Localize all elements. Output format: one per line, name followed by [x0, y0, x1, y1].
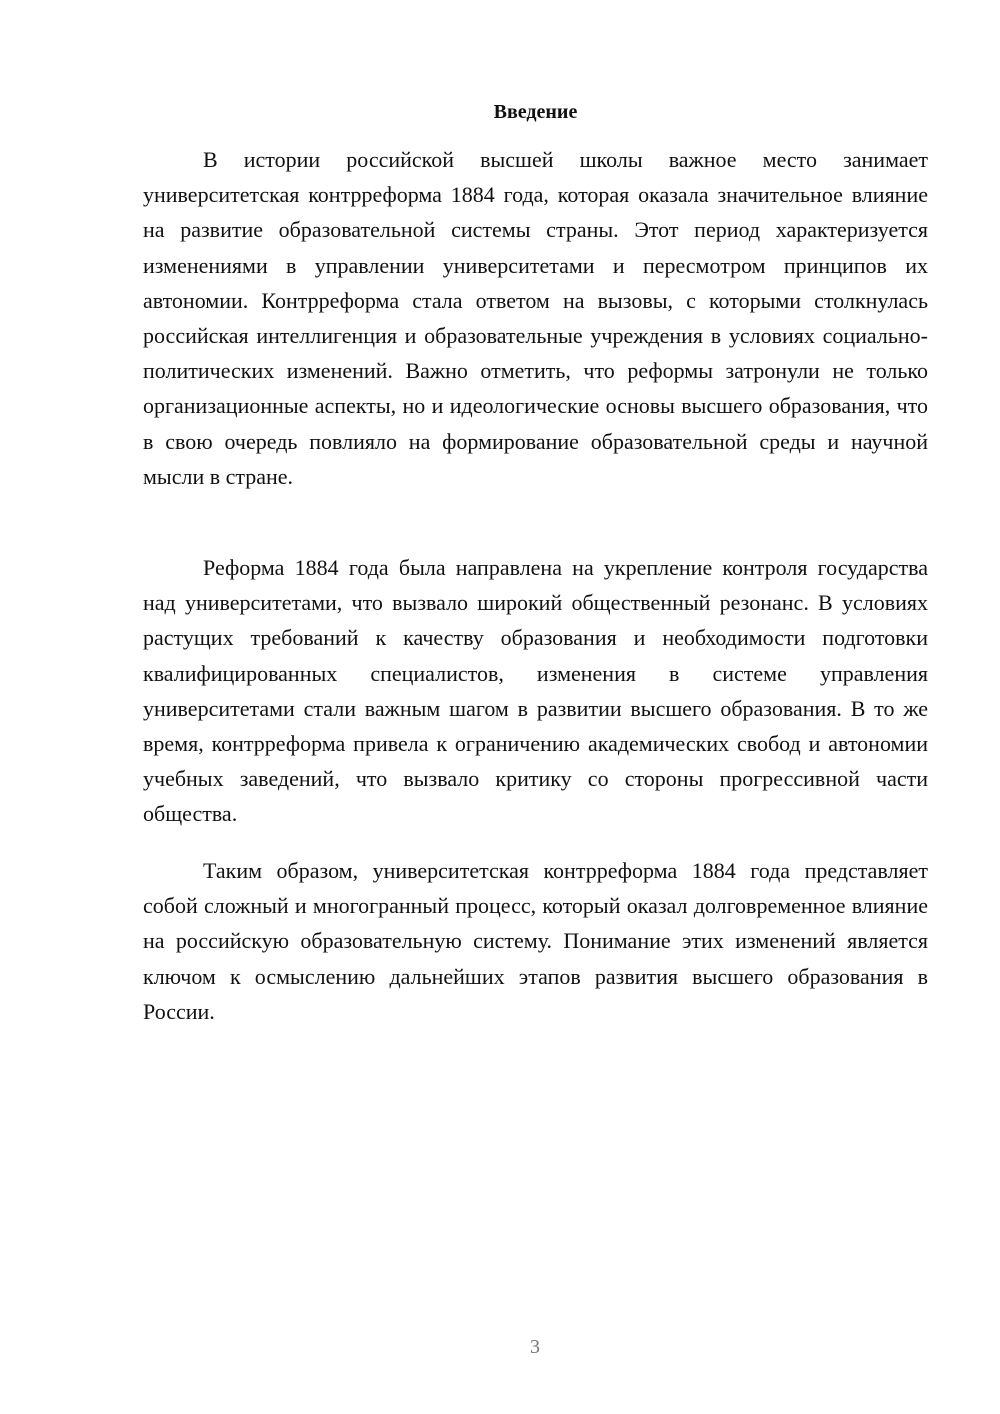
paragraph-1: В истории российской высшей школы важное место занимает университетская контрреформа 1884 года, которая оказала значительное влияние на развитие образовательной системы страны. Этот период характеризуется изменениями в управлении университетами и пересмотром принципов их автономии. Контрреформа стала ответом на вызовы, с которыми столкнулась российская интеллигенция и образовательные учреждения в условиях социально-политических изменений. Важно отметить, что реформы затронули не только организационные аспекты, но и идеологические основы высшего образования, что в свою очередь повлияло на формирование образовательной среды и научной мысли в стране.: [143, 147, 928, 489]
page-number: 3: [530, 1336, 540, 1358]
page-title: Введение: [493, 101, 578, 123]
paragraph-2: Реформа 1884 года была направлена на укрепление контроля государства над университетами, что вызвало широкий общественный резонанс. В условиях растущих требований к качеству образования и необходимости подготовки квалифицированных специалистов, изменения в системе управления университетами стали важным шагом в развитии высшего образования. В то же время, контрреформа привела к ограничению академических свобод и автономии учебных заведений, что вызвало критику со стороны прогрессивной части общества.: [143, 555, 928, 827]
paragraph-3: Таким образом, университетская контрреформа 1884 года представляет собой сложный и многогранный процесс, который оказал долговременное влияние на российскую образовательную систему. Понимание этих изменений является ключом к осмыслению дальнейших этапов развития высшего образования в России.: [143, 858, 928, 1024]
